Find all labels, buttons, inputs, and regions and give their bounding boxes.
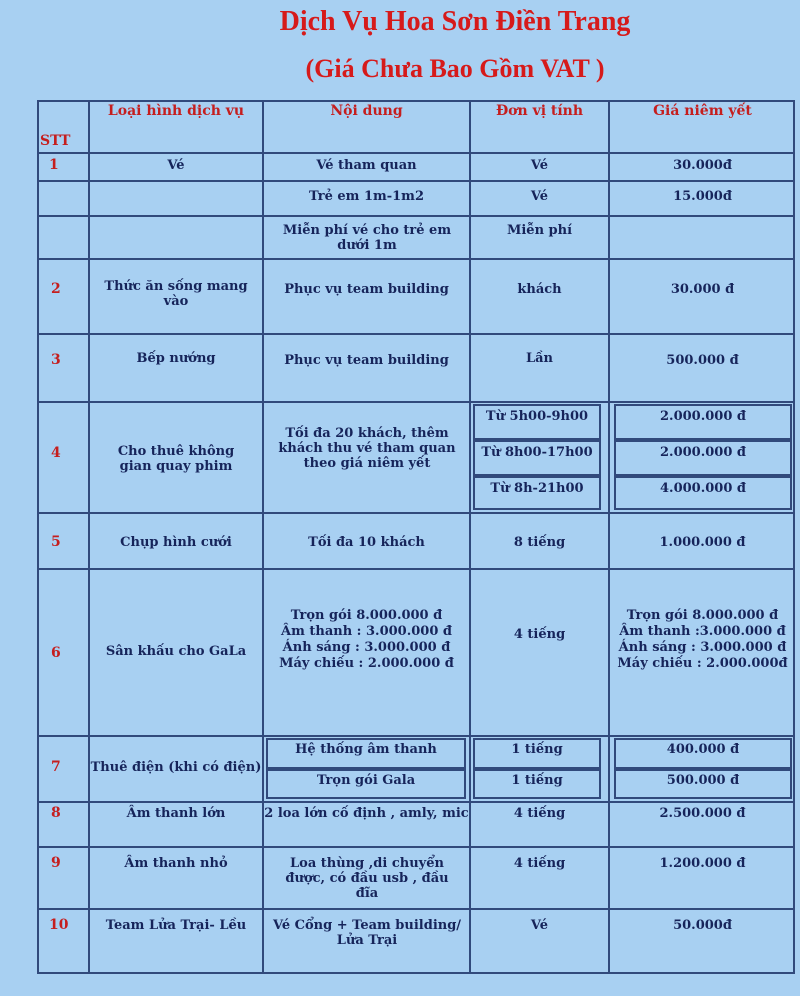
price-1b: 15.000đ (673, 189, 732, 204)
unit-2: khách (517, 282, 562, 297)
header-content: Nội dung (330, 103, 403, 119)
stt-6: 6 (51, 645, 61, 661)
type-4: Cho thuê không gian quay phim (117, 444, 235, 474)
price-9: 1.200.000 đ (659, 856, 746, 871)
unit-1: Vé (530, 158, 549, 173)
unit-7a: 1 tiếng (511, 742, 563, 757)
page-title: Dịch Vụ Hoa Sơn Điền Trang (279, 6, 631, 37)
unit-4a: Từ 5h00-9h00 (485, 409, 589, 424)
unit-5: 8 tiếng (513, 535, 566, 550)
page-subtitle: (Giá Chưa Bao Gồm VAT ) (305, 54, 605, 83)
type-1: Vé (167, 158, 185, 173)
unit-7b: 1 tiếng (511, 773, 563, 788)
content-2: Phục vụ team building (284, 282, 449, 297)
type-9: Âm thanh nhỏ (124, 856, 228, 871)
stt-3: 3 (51, 352, 61, 368)
type-7: Thuê điện (khi có điện) (90, 760, 262, 775)
stt-4: 4 (51, 445, 61, 461)
content-8: 2 loa lớn cố định , amly, mic (264, 806, 469, 821)
unit-10: Vé (530, 918, 549, 933)
header-unit: Đơn vị tính (495, 103, 584, 119)
stt-10: 10 (49, 917, 69, 933)
price-2: 30.000 đ (670, 282, 735, 297)
stt-2: 2 (51, 281, 61, 297)
unit-9: 4 tiếng (513, 856, 566, 871)
content-1b: Trẻ em 1m-1m2 (309, 189, 424, 204)
price-5: 1.000.000 đ (659, 535, 746, 550)
header-stt: STT (40, 133, 71, 149)
unit-4b: Từ 8h00-17h00 (481, 445, 593, 460)
content-6b: Âm thanh : 3.000.000 đ (281, 624, 452, 639)
price-6d: Máy chiếu : 2.000.000đ (617, 656, 788, 671)
unit-4c: Từ 8h-21h00 (490, 481, 584, 496)
type-6: Sân khấu cho GaLa (105, 644, 247, 659)
content-5: Tối đa 10 khách (308, 535, 425, 550)
content-7b: Trọn gói Gala (316, 773, 416, 788)
content-7a: Hệ thống âm thanh (295, 742, 437, 757)
unit-8: 4 tiếng (513, 806, 566, 821)
unit-6: 4 tiếng (513, 627, 566, 642)
stt-5: 5 (51, 534, 61, 550)
price-3: 500.000 đ (666, 353, 739, 368)
type-8: Âm thanh lớn (126, 806, 226, 821)
price-4c: 4.000.000 đ (660, 481, 746, 496)
content-1: Vé tham quan (316, 158, 417, 173)
stt-8: 8 (51, 805, 61, 821)
content-6d: Máy chiếu : 2.000.000 đ (279, 656, 454, 671)
price-8: 2.500.000 đ (659, 806, 746, 821)
stt-7: 7 (51, 759, 61, 775)
content-9: Loa thùng ,di chuyển được, có đầu usb , đầu đĩa (285, 856, 449, 901)
price-4a: 2.000.000 đ (660, 409, 746, 424)
type-5: Chụp hình cưới (120, 535, 232, 550)
type-2: Thức ăn sống mang vào (104, 279, 248, 309)
price-6b: Âm thanh :3.000.000 đ (619, 624, 786, 639)
price-1: 30.000đ (673, 158, 732, 173)
content-10: Vé Cổng + Team building/ Lửa Trại (272, 918, 462, 948)
content-3: Phục vụ team building (284, 353, 449, 368)
header-price: Giá niêm yết (653, 103, 752, 119)
price-10: 50.000đ (673, 918, 732, 933)
price-7a: 400.000 đ (666, 742, 740, 757)
stt-9: 9 (51, 855, 61, 871)
unit-1b: Vé (530, 189, 549, 204)
price-4b: 2.000.000 đ (660, 445, 746, 460)
content-4: Tối đa 20 khách, thêm khách thu vé tham quan theo giá niêm yết (278, 426, 456, 471)
content-1c: Miễn phí vé cho trẻ em dưới 1m (282, 223, 452, 253)
price-6a: Trọn gói 8.000.000 đ (626, 608, 779, 623)
content-6a: Trọn gói 8.000.000 đ (290, 608, 443, 623)
stt-1: 1 (49, 157, 59, 173)
header-type: Loại hình dịch vụ (107, 103, 245, 119)
type-10: Team Lửa Trại- Lều (105, 918, 247, 933)
price-6c: Ánh sáng : 3.000.000 đ (618, 640, 787, 655)
type-3: Bếp nướng (136, 351, 216, 366)
unit-3: Lần (525, 351, 553, 366)
price-7b: 500.000 đ (666, 773, 740, 788)
content-6c: Ánh sáng : 3.000.000 đ (282, 640, 451, 655)
unit-1c: Miễn phí (506, 223, 573, 238)
